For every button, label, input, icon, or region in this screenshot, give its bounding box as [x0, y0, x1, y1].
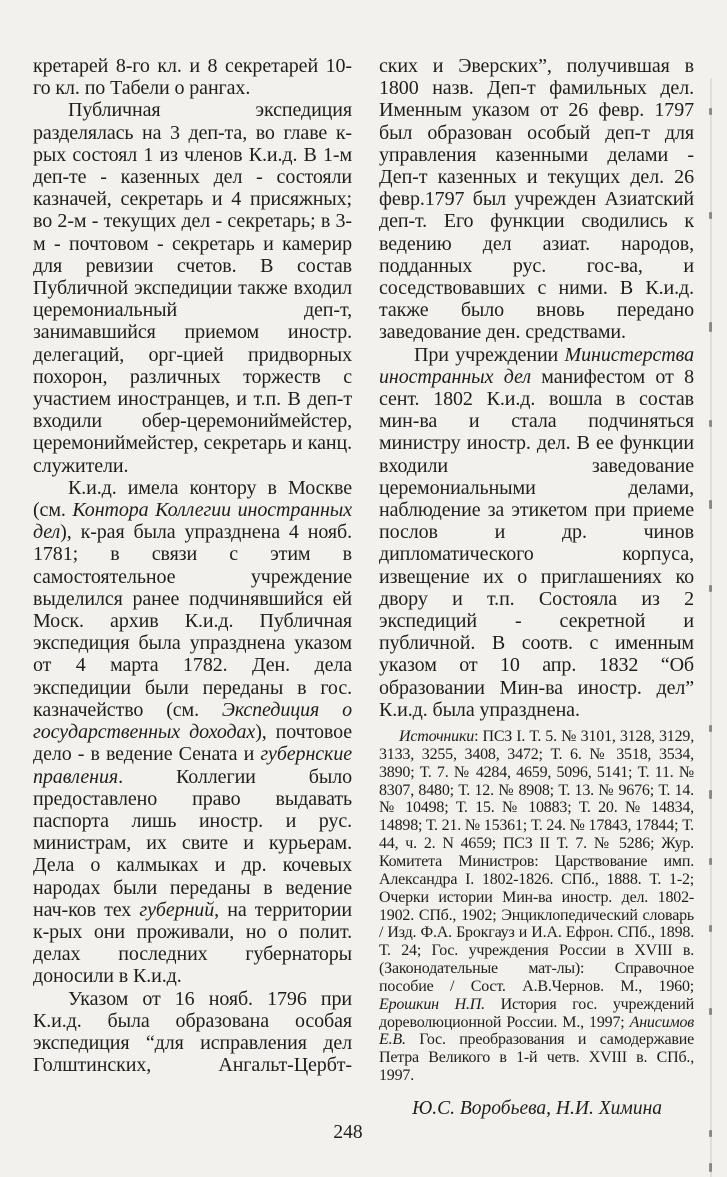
- paragraph: [33, 99, 352, 476]
- scan-speck: [709, 1163, 712, 1172]
- scan-speck: [709, 790, 712, 799]
- italic-text-run: Ерошкин Н.П.: [379, 995, 485, 1013]
- scan-speck: [709, 500, 712, 509]
- scan-speck: [709, 585, 712, 592]
- scan-speck: [709, 108, 712, 115]
- italic-text-run: Министерства иностранных дел: [379, 343, 694, 388]
- text-run: ), к-рая была упразднена 4 нояб. 1781; в связи с этим в самостоятельное учреждение выделился ранее подчинявшийся ей Моск. архив К.и.д. Публичная экспедиция была упразднена указом от 4 марта 1782. Ден. дела экспедиции были переданы в гос. казначейство (см.: [33, 521, 352, 721]
- text-run: манифестом от 8 сент. 1802 К.и.д. вошла в состав мин-ва и стала подчиняться министру иностр. дел. В ее функции входили заведование церемониальными делами, наблюдение за этикетом при приеме послов и др. чинов дипломатического корпуса, извещение их о приглашениях ко двору и т.п. Состояла из 2 экспедиций - секретной и публичной. В соотв. с именным указом от 10 апр. 1832 “Об образовании Мин-ва иностр. дел” К.и.д. была упразднена.: [379, 365, 694, 721]
- paragraph: [379, 55, 694, 344]
- scan-speck: [709, 925, 712, 932]
- left-text-column: [33, 55, 352, 1076]
- text-run: К.и.д. имела контору в Москве (см.: [33, 476, 352, 522]
- scan-speck: [709, 725, 712, 732]
- scan-speck: [709, 212, 712, 219]
- paragraph: [379, 344, 694, 721]
- scan-speck: [709, 420, 712, 427]
- text-run: , на территории к-рых они проживали, но о полит. делах последних губернаторы доносили в К.и.д.: [33, 898, 352, 988]
- text-run: . Коллегии было предоставлено право выдавать паспорта лишь иностр. и рус. министрам, их свите и курьерам. Дела о калмыках и др. кочевых народах были переданы в ведение нач-ков тех: [33, 765, 352, 921]
- paragraph: [33, 55, 352, 99]
- scan-speck: [709, 858, 712, 865]
- authors-names: Ю.С. Воробьева, Н.И. Химина: [412, 1097, 662, 1119]
- italic-text-run: Источники: [399, 728, 475, 746]
- text-run: : ПСЗ I. Т. 5. № 3101, 3128, 3129, 3133, 3255, 3408, 3472; Т. 6. № 3518, 3534, 3890; Т. 7. № 4284, 4659, 5096, 5141; Т. 11. № 8307, 8480; Т. 12. № 8908; Т. 13. № 9676; Т. 14. № 10498; Т. 15. № 10883; Т. 20. № 14834, 14898; Т. 21. № 15361; Т. 24. № 17843, 17844; Т. 44, ч. 2. N 4659; ПСЗ II Т. 7. № 5286; Жур. Комитета Министров: Царствование имп. Александра I. 1802-1826. СПб., 1888. Т. 1-2; Очерки истории Мин-ва иностр. дел. 1802-1902. СПб., 1902; Энциклопедический словарь / Изд. Ф.А. Брокгауз и И.А. Ефрон. СПб., 1898. Т. 24; Гос. учреждения России в XVIII в.(Законодательные мат-лы): Справочное пособие / Сост. А.В.Чернов. М., 1960;: [379, 728, 694, 995]
- text-run: ских и Эверских”, получившая в 1800 назв. Деп-т фамильных дел. Именным указом от 26 февр. 1797 был образован особый деп-т для управления казенными делами - Деп-т казенных и текущих дел. 26 февр.1797 был учрежден Азиатский деп-т. Его функции сводились к ведению дел азиат. народов, подданных рус. гос-ва, и соседствовавших с ними. В К.и.д. также было вновь передано заведование ден. средствами.: [379, 55, 694, 344]
- right-text-column: [379, 55, 694, 1120]
- scan-speck: [709, 322, 712, 332]
- right-column-main-text: [379, 55, 694, 721]
- scan-speck: [709, 1008, 712, 1015]
- text-run: Гос. преобразования и самодержавие Петра Великого в 1-й четв. XVIII в. СПб., 1997.: [379, 1031, 694, 1085]
- authors-signature: [379, 1098, 694, 1120]
- text-run: История гос. учреждений дореволюционной России. М., 1997;: [379, 995, 695, 1031]
- paragraph: [33, 477, 352, 988]
- italic-text-run: Экспедиция о государственных доходах: [33, 698, 352, 744]
- text-run: Публичная экспедиция разделялась на 3 деп-та, во главе к-рых состоял 1 из членов К.и.д. В 1-м деп-те - казенных дел - состояли казначей, секретарь и 4 присяжных; во 2-м - текущих дел - секретарь; в 3-м - почтовом - секретарь и камерир для ревизии счетов. В состав Публичной экспедиции также входил церемониальный деп-т, занимавшийся приемом иностр. делегаций, орг-цией придворных похорон, различных торжеств с участием иностранцев, и т.п. В деп-т входили обер-церемониймейстер, церемониймейстер, секретарь и канц. служители.: [33, 99, 352, 477]
- italic-text-run: губернские правления: [33, 743, 352, 788]
- scan-speck: [709, 1130, 712, 1137]
- paragraph: [33, 988, 352, 1077]
- text-run: кретарей 8-го кл. и 8 секретарей 10-го кл. по Табели о рангах.: [33, 55, 352, 100]
- italic-text-run: Анисимов Е.В.: [379, 1013, 694, 1049]
- text-run: ), почтовое дело - в ведение Сената и: [33, 721, 352, 766]
- text-run: При учреждении: [414, 343, 565, 366]
- italic-text-run: Контора Коллегии иностранных дел: [33, 499, 352, 544]
- italic-text-run: губерний: [139, 898, 215, 921]
- page-number: 248: [333, 1122, 363, 1143]
- paragraph: [379, 728, 694, 1085]
- text-run: Указом от 16 нояб. 1796 при К.и.д. была образована особая экспедиция “для исправления дел Голштинских, Ангальт-Цербт-: [33, 987, 352, 1077]
- sources-section: [379, 728, 694, 1085]
